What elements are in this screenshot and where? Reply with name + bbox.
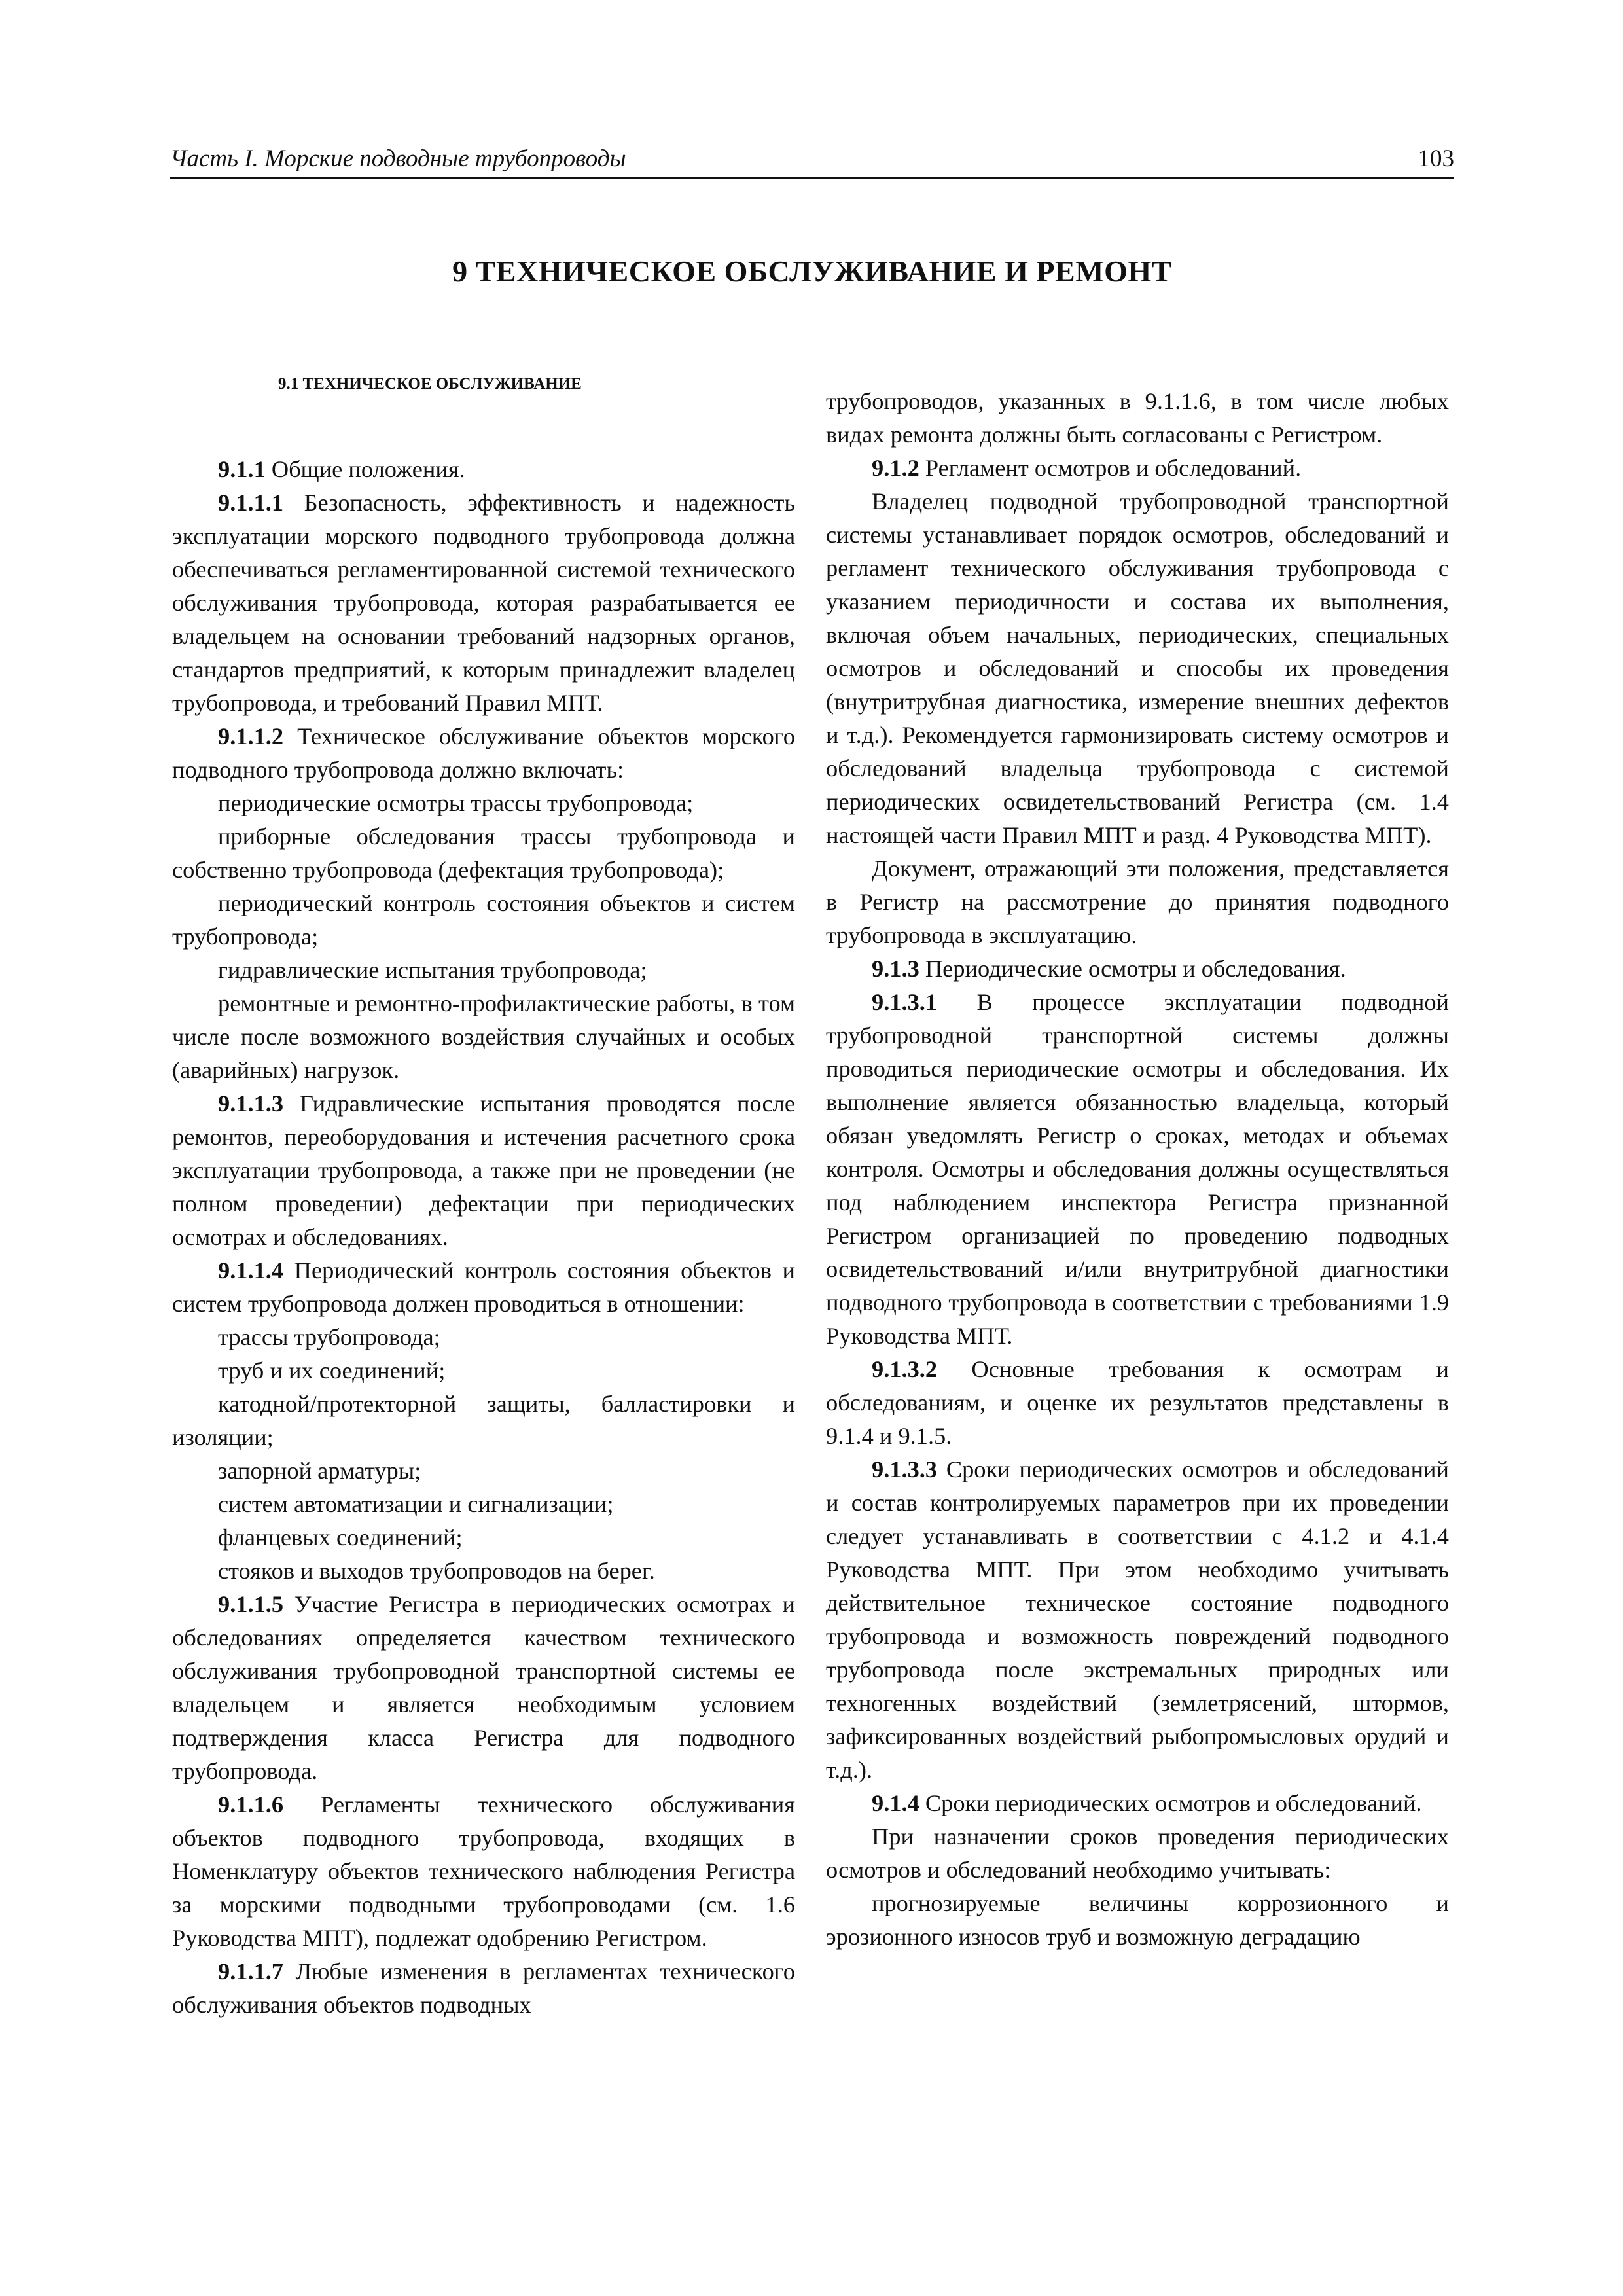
paragraph <box>172 1554 795 1588</box>
paragraph-text: Основные требования к осмотрам и обследованиям, и оценке их результатов представлены в 9.1.4 и 9.1.5. <box>826 1356 1449 1449</box>
paragraph-text: гидравлические испытания трубопровода; <box>218 957 647 983</box>
paragraph-text: периодические осмотры трассы трубопровода; <box>218 790 694 816</box>
paragraph <box>172 1588 795 1788</box>
paragraph-text: Периодический контроль состояния объектов и систем трубопровода должен проводиться в отношении: <box>172 1257 795 1317</box>
clause-number: 9.1.2 <box>872 455 919 481</box>
paragraph-text: ремонтные и ремонтно-профилактические работы, в том числе после возможного воздействия случайных и особых (аварийных) нагрузок. <box>172 990 795 1083</box>
left-column <box>172 453 795 2022</box>
paragraph <box>172 887 795 954</box>
paragraph <box>172 820 795 887</box>
clause-number: 9.1.1.7 <box>218 1958 284 1984</box>
paragraph <box>172 453 795 486</box>
paragraph <box>826 1820 1449 1887</box>
clause-number: 9.1.1.2 <box>218 723 284 749</box>
clause-number: 9.1.3 <box>872 956 919 982</box>
paragraph <box>172 1788 795 1955</box>
paragraph-text: Безопасность, эффективность и надежность эксплуатации морского подводного трубопровода должна обеспечиваться регламентированной системой технического обслуживания трубопровода, которая разрабатывается ее владельцем на основании требований надзорных органов, стандартов предприятий, к которым принадлежит владелец трубопровода, и требований Правил МПТ. <box>172 490 795 716</box>
paragraph <box>172 1354 795 1388</box>
paragraph-text: Любые изменения в регламентах технического обслуживания объектов подводных <box>172 1958 795 2018</box>
paragraph <box>172 486 795 720</box>
paragraph <box>172 987 795 1087</box>
clause-number: 9.1.3.3 <box>872 1456 938 1482</box>
paragraph-text: периодический контроль состояния объектов и систем трубопровода; <box>172 890 795 950</box>
paragraph <box>826 952 1449 986</box>
page-number: 103 <box>1418 145 1454 172</box>
paragraph <box>172 720 795 787</box>
paragraph-text: Периодические осмотры и обследования. <box>919 956 1346 982</box>
chapter-title: 9 ТЕХНИЧЕСКОЕ ОБСЛУЖИВАНИЕ И РЕМОНТ <box>452 255 1172 288</box>
paragraph-text: трассы трубопровода; <box>218 1324 440 1350</box>
paragraph <box>172 787 795 820</box>
paragraph-text: Сроки периодических осмотров и обследований. <box>919 1790 1422 1816</box>
paragraph-text: Техническое обслуживание объектов морского подводного трубопровода должно включать: <box>172 723 795 783</box>
clause-number: 9.1.3.1 <box>872 989 938 1015</box>
clause-number: 9.1.1.5 <box>218 1591 284 1617</box>
paragraph <box>172 1955 795 2022</box>
paragraph <box>826 1353 1449 1453</box>
paragraph <box>172 1254 795 1321</box>
paragraph <box>172 1321 795 1354</box>
paragraph <box>826 1887 1449 1954</box>
paragraph-text: фланцевых соединений; <box>218 1524 463 1551</box>
paragraph <box>172 1521 795 1554</box>
paragraph-text: запорной арматуры; <box>218 1458 421 1484</box>
section-title: 9.1 ТЕХНИЧЕСКОЕ ОБСЛУЖИВАНИЕ <box>278 375 582 393</box>
clause-number: 9.1.4 <box>872 1790 919 1816</box>
paragraph-text: Общие положения. <box>265 456 465 482</box>
running-header-title: Часть I. Морские подводные трубопроводы <box>170 145 626 172</box>
clause-number: 9.1.1.4 <box>218 1257 284 1283</box>
paragraph <box>172 1488 795 1521</box>
paragraph-text: приборные обследования трассы трубопровода и собственно трубопровода (дефектация трубопровода); <box>172 823 795 883</box>
running-header <box>170 145 1454 179</box>
paragraph-text: систем автоматизации и сигнализации; <box>218 1491 614 1517</box>
paragraph-text: При назначении сроков проведения периодических осмотров и обследований необходимо учитывать: <box>826 1823 1449 1883</box>
paragraph <box>172 954 795 987</box>
paragraph-text: трубопроводов, указанных в 9.1.1.6, в том числе любых видах ремонта должны быть согласованы с Регистром. <box>826 388 1449 448</box>
paragraph-text: труб и их соединений; <box>218 1357 446 1384</box>
paragraph-text: Гидравлические испытания проводятся после ремонтов, переоборудования и истечения расчетного срока эксплуатации трубопровода, а также при не проведении (не полном проведении) дефектации при периодических осмотрах и обследованиях. <box>172 1090 795 1250</box>
paragraph-text: Регламенты технического обслуживания объектов подводного трубопровода, входящих в Номенклатуру объектов технического наблюдения Регистра за морскими подводными трубопроводами (см. 1.6 Руководства МПТ), подлежат одобрению Регистром. <box>172 1791 795 1951</box>
paragraph-text: Документ, отражающий эти положения, представляется в Регистр на рассмотрение до принятия подводного трубопровода в эксплуатацию. <box>826 855 1449 948</box>
paragraph-text: катодной/протекторной защиты, балластировки и изоляции; <box>172 1391 795 1450</box>
right-column <box>826 385 1449 1954</box>
paragraph-text: Участие Регистра в периодических осмотрах и обследованиях определяется качеством технического обслуживания трубопроводной транспортной системы ее владельцем и является необходимым условием подтверждения класса Регистра для подводного трубопровода. <box>172 1591 795 1784</box>
clause-number: 9.1.1.3 <box>218 1090 284 1117</box>
paragraph <box>826 852 1449 952</box>
clause-number: 9.1.1 <box>218 456 266 482</box>
paragraph <box>826 485 1449 852</box>
clause-number: 9.1.1.6 <box>218 1791 284 1818</box>
clause-number: 9.1.1.1 <box>218 490 284 516</box>
paragraph <box>172 1454 795 1488</box>
paragraph <box>172 1087 795 1254</box>
paragraph-text: Регламент осмотров и обследований. <box>919 455 1302 481</box>
paragraph <box>826 1787 1449 1820</box>
paragraph-text: стояков и выходов трубопроводов на берег. <box>218 1558 655 1584</box>
clause-number: 9.1.3.2 <box>872 1356 938 1382</box>
paragraph-text: прогнозируемые величины коррозионного и эрозионного износов труб и возможную деградацию <box>826 1890 1449 1950</box>
paragraph-text: Владелец подводной трубопроводной транспортной системы устанавливает порядок осмотров, обследований и регламент технического обслуживания трубопровода с указанием периодичности и состава их выполнения, включая объем начальных, периодических, специальных осмотров и обследований и способы их проведения (внутритрубная диагностика, измерение внешних дефектов и т.д.). Рекомендуется гармонизировать систему осмотров и обследований владельца трубопровода с системой периодических освидетельствований Регистра (см. 1.4 настоящей части Правил МПТ и разд. 4 Руководства МПТ). <box>826 488 1449 848</box>
paragraph <box>826 1453 1449 1787</box>
paragraph <box>826 385 1449 452</box>
paragraph-text: Сроки периодических осмотров и обследований и состав контролируемых параметров при их проведении следует устанавливать в соответствии с 4.1.2 и 4.1.4 Руководства МПТ. При этом необходимо учитывать действительное техническое состояние подводного трубопровода и возможность повреждений подводного трубопровода после экстремальных природных или техногенных воздействий (землетрясений, штормов, зафиксированных воздействий рыбопромысловых орудий и т.д.). <box>826 1456 1449 1783</box>
paragraph-text: В процессе эксплуатации подводной трубопроводной транспортной системы должны проводиться периодические осмотры и обследования. Их выполнение является обязанностью владельца, который обязан уведомлять Регистр о сроках, методах и объемах контроля. Осмотры и обследования должны осуществляться под наблюдением инспектора Регистра признанной Регистром организацией по проведению подводных освидетельствований и/или внутритрубной диагностики подводного трубопровода в соответствии с требованиями 1.9 Руководства МПТ. <box>826 989 1449 1349</box>
paragraph <box>826 452 1449 485</box>
paragraph <box>826 986 1449 1353</box>
paragraph <box>172 1388 795 1454</box>
